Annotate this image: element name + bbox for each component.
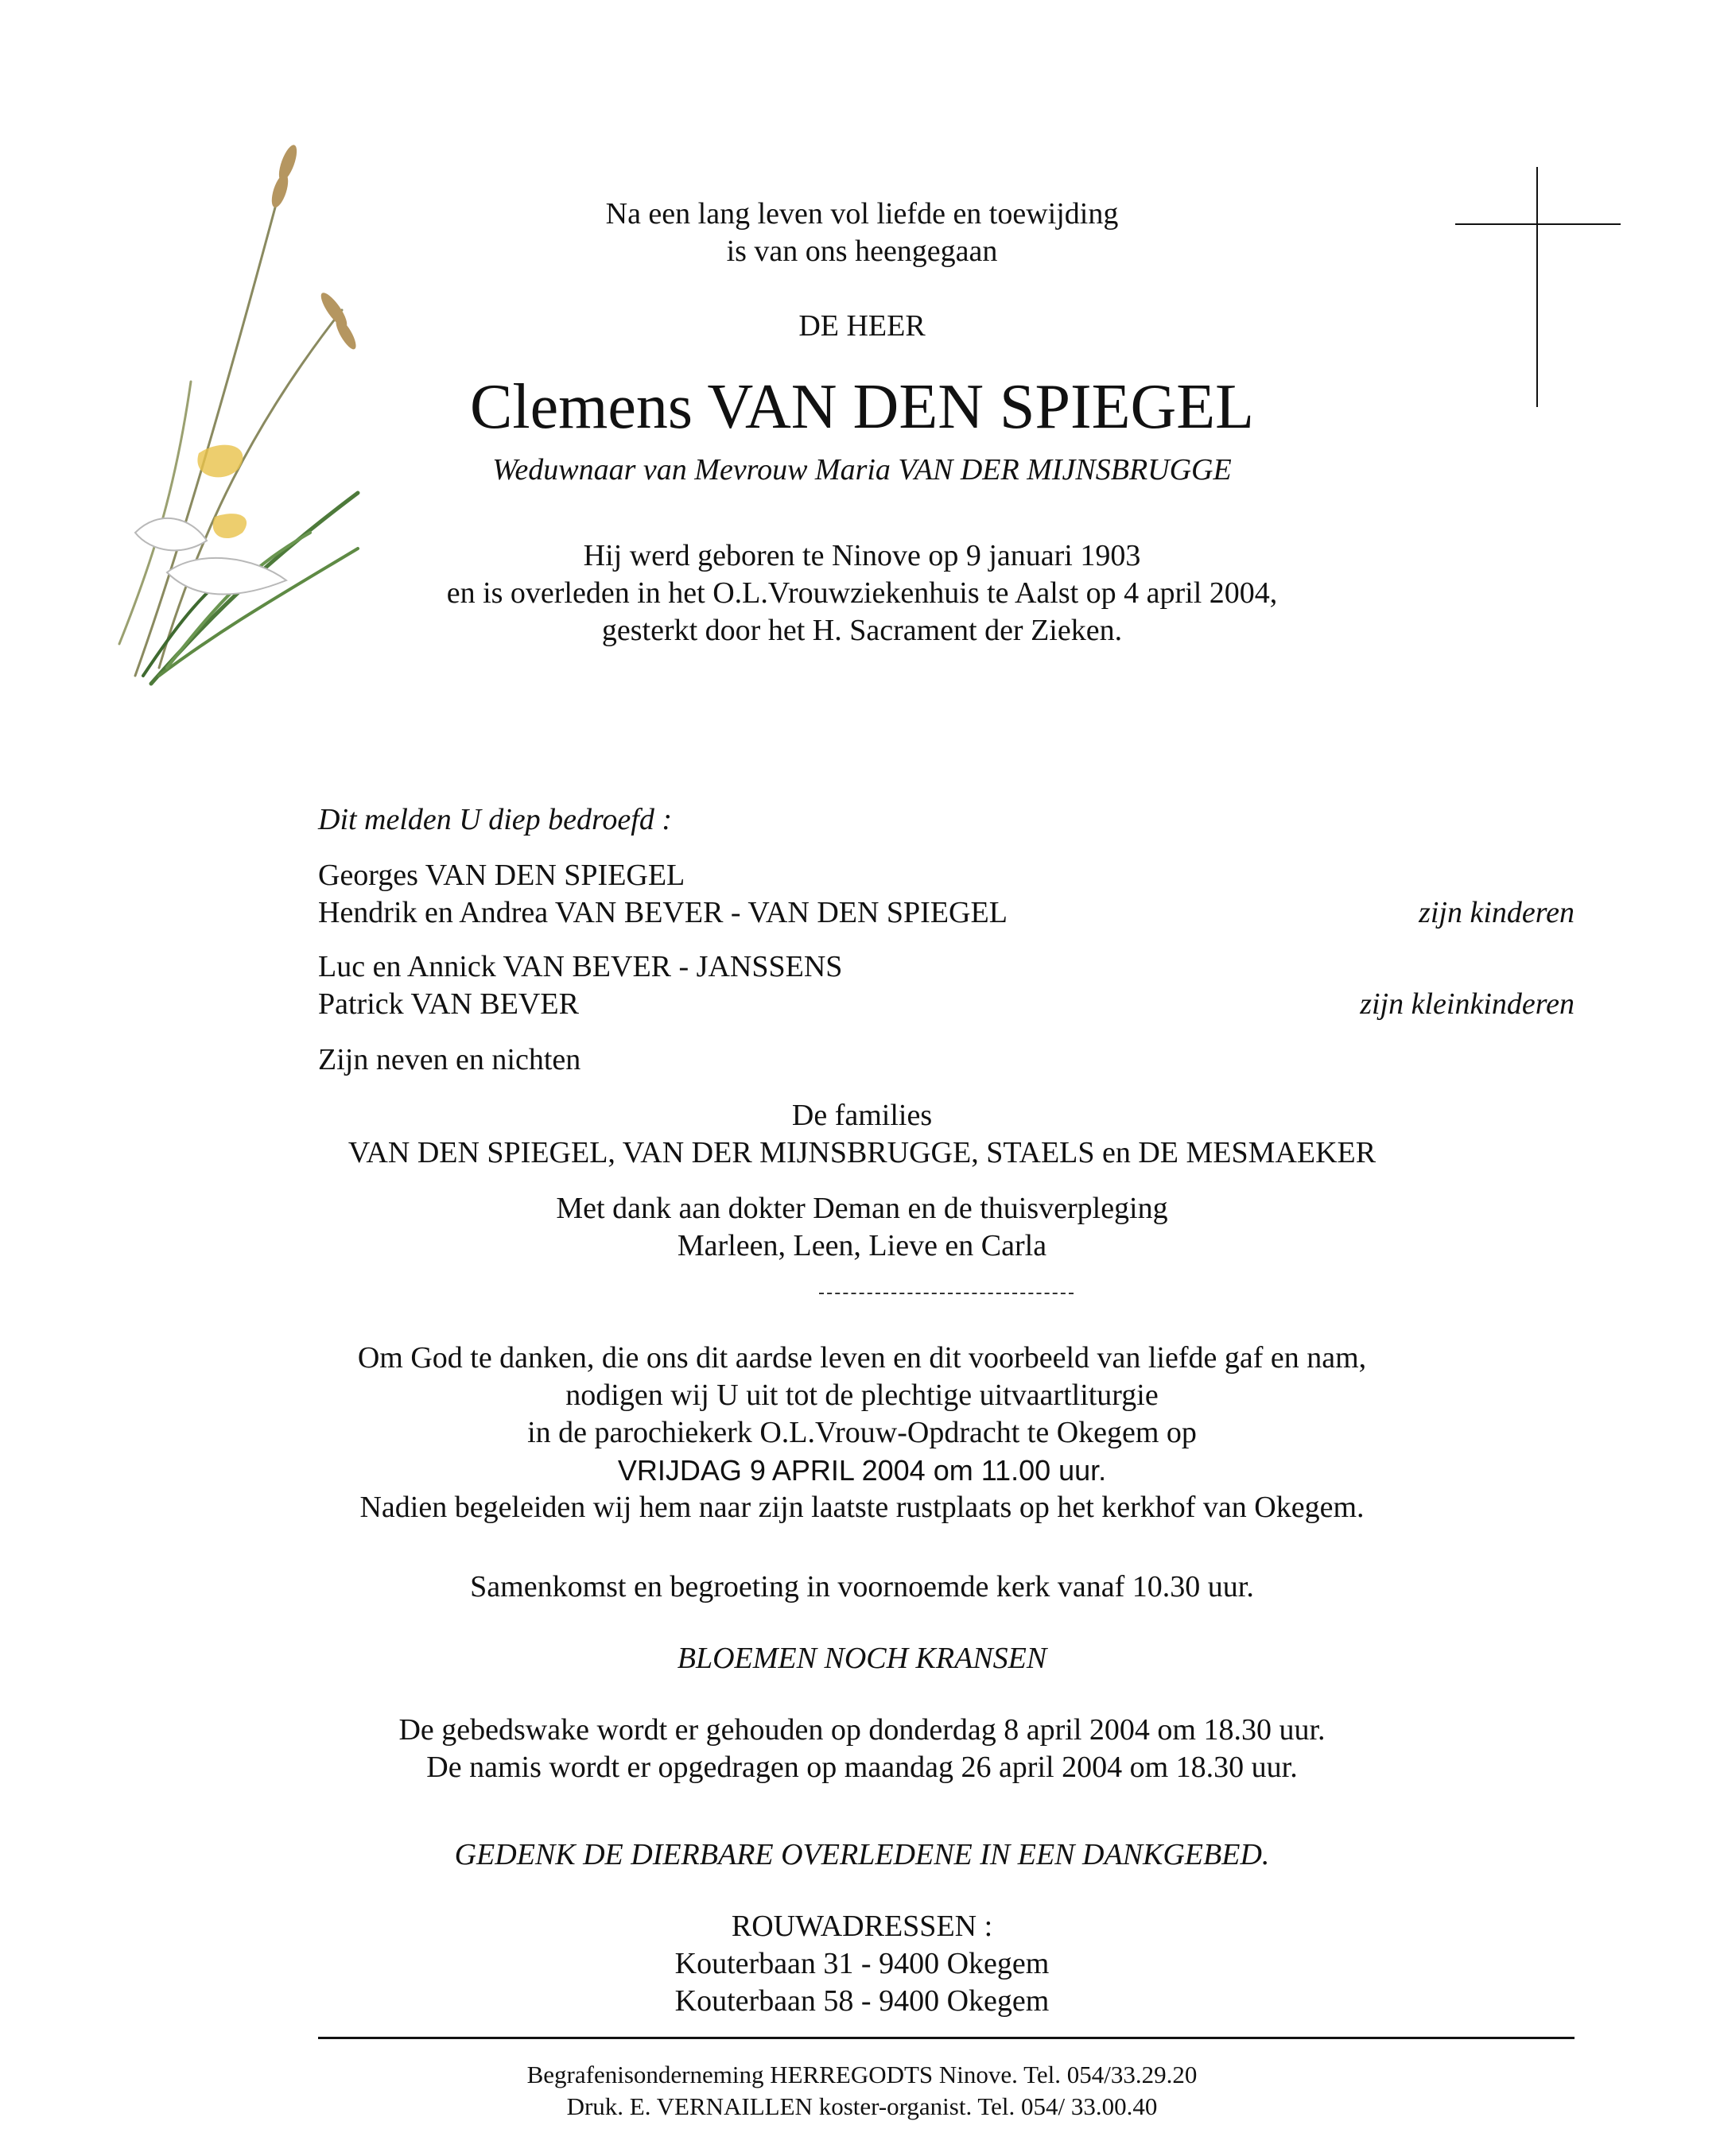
grandchildren-label: zijn kleinkinderen: [1360, 987, 1575, 1021]
service-line-1: De gebedswake wordt er gehouden op donderdag 8 april 2004 om 18.30 uur.: [398, 1713, 1326, 1747]
child-1: Georges VAN DEN SPIEGEL: [318, 859, 685, 892]
addresses-heading: ROUWADRESSEN :: [731, 1910, 993, 1943]
address-2: Kouterbaan 58 - 9400 Okegem: [674, 1984, 1050, 2018]
child-2: Hendrik en Andrea VAN BEVER - VAN DEN SPIEGEL: [318, 896, 1008, 929]
mourners-heading: Dit melden U diep bedroefd :: [318, 803, 672, 836]
invitation-line-3: in de parochiekerk O.L.Vrouw-Opdracht te Okegem op: [527, 1416, 1197, 1449]
thanks-line-2: Marleen, Leen, Lieve en Carla: [677, 1229, 1047, 1262]
grandchild-1: Luc en Annick VAN BEVER - JANSSENS: [318, 950, 843, 983]
life-detail-2: en is overleden in het O.L.Vrouwziekenhuis te Aalst op 4 april 2004,: [446, 576, 1278, 610]
address-1: Kouterbaan 31 - 9400 Okegem: [674, 1947, 1050, 1980]
invitation-line-1: Om God te danken, die ons dit aardse leven en dit voorbeeld van liefde gaf en nam,: [357, 1341, 1367, 1375]
life-detail-3: gesterkt door het H. Sacrament der Zieken.: [601, 614, 1123, 647]
footer-line-2: Druk. E. VERNAILLEN koster-organist. Tel. 054/ 33.00.40: [566, 2092, 1158, 2120]
no-flowers: BLOEMEN NOCH KRANSEN: [677, 1642, 1047, 1675]
service-line-2: De namis wordt er opgedragen op maandag 26 april 2004 om 18.30 uur.: [426, 1751, 1298, 1784]
title-prefix: DE HEER: [798, 309, 926, 343]
grandchild-2: Patrick VAN BEVER: [318, 987, 579, 1021]
intro-line-2: is van ons heengegaan: [726, 235, 998, 268]
footer-line-1: Begrafenisonderneming HERREGODTS Ninove. Tel. 054/33.29.20: [526, 2061, 1198, 2088]
burial-line: Nadien begeleiden wij hem naar zijn laatste rustplaats op het kerkhof van Okegem.: [359, 1491, 1365, 1524]
dashed-separator: [819, 1293, 1074, 1294]
footer-separator: [318, 2037, 1575, 2039]
children-label: zijn kinderen: [1419, 896, 1575, 929]
funeral-date: VRIJDAG 9 APRIL 2004 om 11.00 uur.: [617, 1454, 1107, 1487]
deceased-subtitle: Weduwnaar van Mevrouw Maria VAN DER MIJNSBRUGGE: [492, 453, 1232, 487]
deceased-name: Clemens VAN DEN SPIEGEL: [470, 372, 1254, 442]
invitation-line-2: nodigen wij U uit tot de plechtige uitvaartliturgie: [565, 1379, 1159, 1412]
families-names: VAN DEN SPIEGEL, VAN DER MIJNSBRUGGE, STAELS en DE MESMAEKER: [348, 1136, 1376, 1169]
gathering-line: Samenkomst en begroeting in voornoemde kerk vanaf 10.30 uur.: [470, 1570, 1254, 1603]
remember-line: GEDENK DE DIERBARE OVERLEDENE IN EEN DANKGEBED.: [454, 1838, 1270, 1871]
intro-line-1: Na een lang leven vol liefde en toewijding: [605, 197, 1119, 231]
cousins-line: Zijn neven en nichten: [318, 1043, 581, 1076]
families-heading: De families: [791, 1099, 933, 1132]
thanks-line-1: Met dank aan dokter Deman en de thuisverpleging: [556, 1192, 1168, 1225]
life-detail-1: Hij werd geboren te Ninove op 9 januari 1903: [583, 539, 1141, 572]
